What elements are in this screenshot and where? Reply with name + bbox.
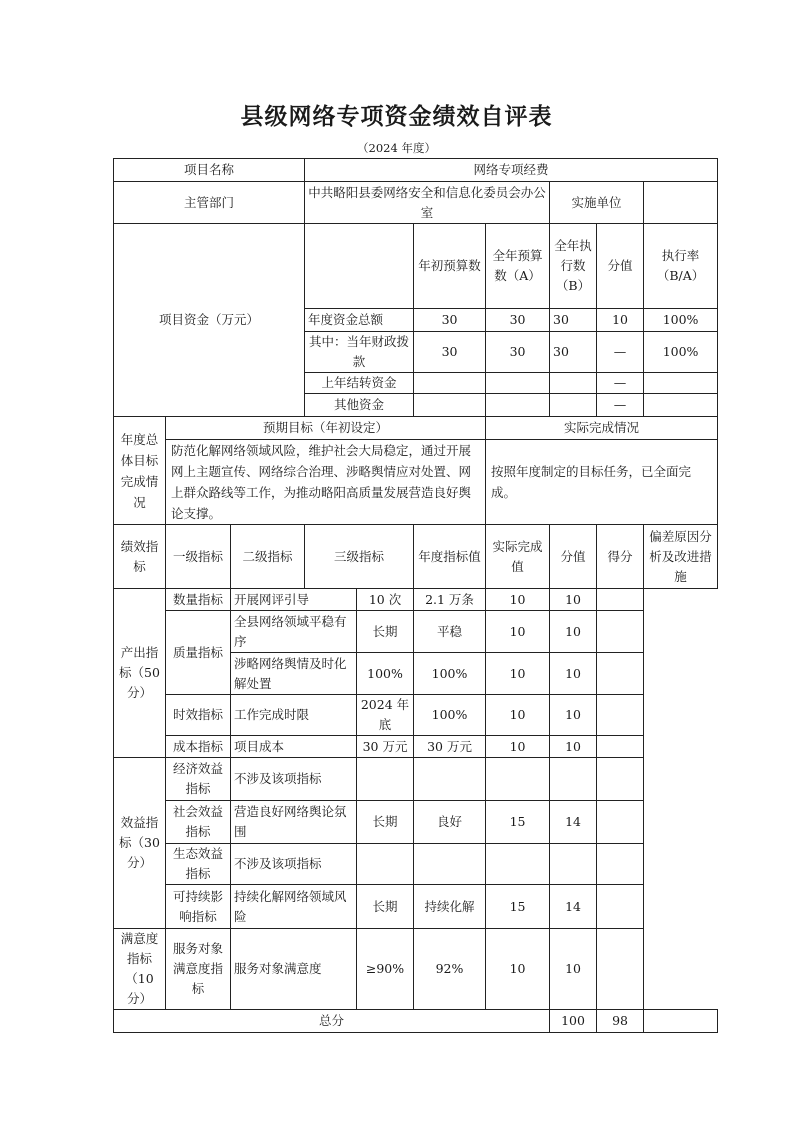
level2-indicator: 质量指标 xyxy=(166,611,231,695)
score: 10 xyxy=(550,653,597,695)
expected-label: 预期目标（年初设定） xyxy=(166,417,486,440)
score-value: 10 xyxy=(486,653,550,695)
level3-indicator: 不涉及该项指标 xyxy=(231,844,357,885)
level3-indicator: 持续化解网络领域风险 xyxy=(231,885,357,929)
level1-indicator: 产出指标（50分） xyxy=(114,589,166,758)
level1-indicator: 满意度指标（10分） xyxy=(114,929,166,1010)
cell xyxy=(414,394,486,417)
score: 14 xyxy=(550,885,597,929)
deviation-note xyxy=(597,695,644,736)
cell xyxy=(550,373,597,394)
score: 10 xyxy=(550,695,597,736)
perf-row xyxy=(114,929,718,1010)
cell xyxy=(486,394,550,417)
cell: 上年结转资金 xyxy=(305,373,414,394)
cell: 其中：当年财政拨款 xyxy=(305,332,414,373)
header: 年初预算数 xyxy=(414,224,486,309)
cell xyxy=(644,373,718,394)
level3-indicator: 不涉及该项指标 xyxy=(231,758,357,801)
actual-value xyxy=(414,758,486,801)
header: 偏差原因分析及改进措施 xyxy=(644,525,718,589)
perf-row xyxy=(114,885,718,929)
total-score: 98 xyxy=(597,1010,644,1033)
cell xyxy=(305,224,414,309)
cell: 30 xyxy=(414,309,486,332)
score-value: 10 xyxy=(486,736,550,758)
target-value: ≥90% xyxy=(357,929,414,1010)
target-value: 长期 xyxy=(357,611,414,653)
level2-indicator: 生态效益指标 xyxy=(166,844,231,885)
header: 全年预算数（A） xyxy=(486,224,550,309)
level3-indicator: 全县网络领域平稳有序 xyxy=(231,611,357,653)
cell: 30 xyxy=(486,309,550,332)
target-value: 30 万元 xyxy=(357,736,414,758)
level3-indicator: 营造良好网络舆论氛围 xyxy=(231,801,357,844)
deviation-note xyxy=(597,736,644,758)
cell xyxy=(644,394,718,417)
deviation-note xyxy=(597,758,644,801)
cell: 30 xyxy=(414,332,486,373)
header: 实际完成值 xyxy=(486,525,550,589)
actual-value: 30 万元 xyxy=(414,736,486,758)
actual-value: 100% xyxy=(414,695,486,736)
perf-label: 绩效指标 xyxy=(114,525,166,589)
perf-row xyxy=(114,695,718,736)
score: 14 xyxy=(550,801,597,844)
level1-indicator: 效益指标（30分） xyxy=(114,758,166,929)
cell: 100% xyxy=(644,332,718,373)
level2-indicator: 社会效益指标 xyxy=(166,801,231,844)
header: 分值 xyxy=(550,525,597,589)
perf-row xyxy=(114,844,718,885)
cell: 100% xyxy=(644,309,718,332)
goals-label: 年度总体目标完成情况 xyxy=(114,417,166,525)
score-value: 10 xyxy=(486,589,550,611)
label: 主管部门 xyxy=(114,182,305,224)
actual-label: 实际完成情况 xyxy=(486,417,718,440)
deviation-note xyxy=(597,589,644,611)
level2-indicator: 可持续影响指标 xyxy=(166,885,231,929)
goals-row xyxy=(114,440,718,525)
project-name: 网络专项经费 xyxy=(305,159,718,182)
total-note xyxy=(644,1010,718,1033)
total-row xyxy=(114,1010,718,1033)
cell xyxy=(550,394,597,417)
score: 10 xyxy=(550,929,597,1010)
label: 实施单位 xyxy=(550,182,644,224)
cell: 其他资金 xyxy=(305,394,414,417)
score-value: 10 xyxy=(486,929,550,1010)
cell: — xyxy=(597,394,644,417)
header: 三级指标 xyxy=(305,525,414,589)
perf-header-row xyxy=(114,525,718,589)
perf-row xyxy=(114,758,718,801)
perf-row xyxy=(114,589,718,611)
target-value xyxy=(357,844,414,885)
score xyxy=(550,844,597,885)
funds-header-row xyxy=(114,224,718,309)
target-value: 长期 xyxy=(357,801,414,844)
deviation-note xyxy=(597,844,644,885)
actual-value: 良好 xyxy=(414,801,486,844)
header: 全年执行数（B） xyxy=(550,224,597,309)
header: 一级指标 xyxy=(166,525,231,589)
level2-indicator: 时效指标 xyxy=(166,695,231,736)
year-subtitle: （2024 年度） xyxy=(357,141,436,155)
expected-goal: 防范化解网络领域风险，维护社会大局稳定，通过开展网上主题宣传、网络综合治理、涉略舆情应对处置、网上群众路线等工作，为推动略阳高质量发展营造良好舆论支撑。 xyxy=(166,440,486,525)
target-value: 10 次 xyxy=(357,589,414,611)
actual-value: 92% xyxy=(414,929,486,1010)
actual-value: 2.1 万条 xyxy=(414,589,486,611)
total-score-value: 100 xyxy=(550,1010,597,1033)
level2-indicator: 经济效益指标 xyxy=(166,758,231,801)
row-dept xyxy=(114,182,718,224)
cell: 年度资金总额 xyxy=(305,309,414,332)
level3-indicator: 工作完成时限 xyxy=(231,695,357,736)
goals-header-row xyxy=(114,417,718,440)
score-value: 10 xyxy=(486,611,550,653)
label: 项目名称 xyxy=(114,159,305,182)
score-value xyxy=(486,844,550,885)
funds-label: 项目资金（万元） xyxy=(114,224,305,417)
level3-indicator: 项目成本 xyxy=(231,736,357,758)
impl-unit xyxy=(644,182,718,224)
page-title: 县级网络专项资金绩效自评表 xyxy=(240,104,553,130)
cell: 10 xyxy=(597,309,644,332)
cell: 30 xyxy=(550,309,597,332)
dept: 中共略阳县委网络安全和信息化委员会办公室 xyxy=(305,182,550,224)
header: 分值 xyxy=(597,224,644,309)
score-value xyxy=(486,758,550,801)
total-label: 总分 xyxy=(114,1010,550,1033)
deviation-note xyxy=(597,885,644,929)
cell: — xyxy=(597,332,644,373)
deviation-note xyxy=(597,653,644,695)
level3-indicator: 开展网评引导 xyxy=(231,589,357,611)
cell: — xyxy=(597,373,644,394)
score: 10 xyxy=(550,611,597,653)
score-value: 15 xyxy=(486,885,550,929)
score-value: 15 xyxy=(486,801,550,844)
header: 二级指标 xyxy=(231,525,305,589)
deviation-note xyxy=(597,801,644,844)
score: 10 xyxy=(550,589,597,611)
actual-value: 持续化解 xyxy=(414,885,486,929)
perf-row xyxy=(114,736,718,758)
header: 执行率（B/A） xyxy=(644,224,718,309)
target-value: 长期 xyxy=(357,885,414,929)
perf-row xyxy=(114,801,718,844)
header: 得分 xyxy=(597,525,644,589)
row-project-name xyxy=(114,159,718,182)
actual-value xyxy=(414,844,486,885)
target-value: 2024 年底 xyxy=(357,695,414,736)
actual-value: 平稳 xyxy=(414,611,486,653)
cell: 30 xyxy=(486,332,550,373)
self-evaluation-table xyxy=(113,158,718,1033)
level2-indicator: 服务对象满意度指标 xyxy=(166,929,231,1010)
score-value: 10 xyxy=(486,695,550,736)
header: 年度指标值 xyxy=(414,525,486,589)
actual-result: 按照年度制定的目标任务，已全面完成。 xyxy=(486,440,718,525)
actual-value: 100% xyxy=(414,653,486,695)
deviation-note xyxy=(597,929,644,1010)
cell xyxy=(414,373,486,394)
level2-indicator: 数量指标 xyxy=(166,589,231,611)
target-value: 100% xyxy=(357,653,414,695)
target-value xyxy=(357,758,414,801)
score xyxy=(550,758,597,801)
perf-row xyxy=(114,611,718,653)
cell: 30 xyxy=(550,332,597,373)
cell xyxy=(486,373,550,394)
score: 10 xyxy=(550,736,597,758)
level3-indicator: 涉略网络舆情及时化解处置 xyxy=(231,653,357,695)
deviation-note xyxy=(597,611,644,653)
level2-indicator: 成本指标 xyxy=(166,736,231,758)
level3-indicator: 服务对象满意度 xyxy=(231,929,357,1010)
